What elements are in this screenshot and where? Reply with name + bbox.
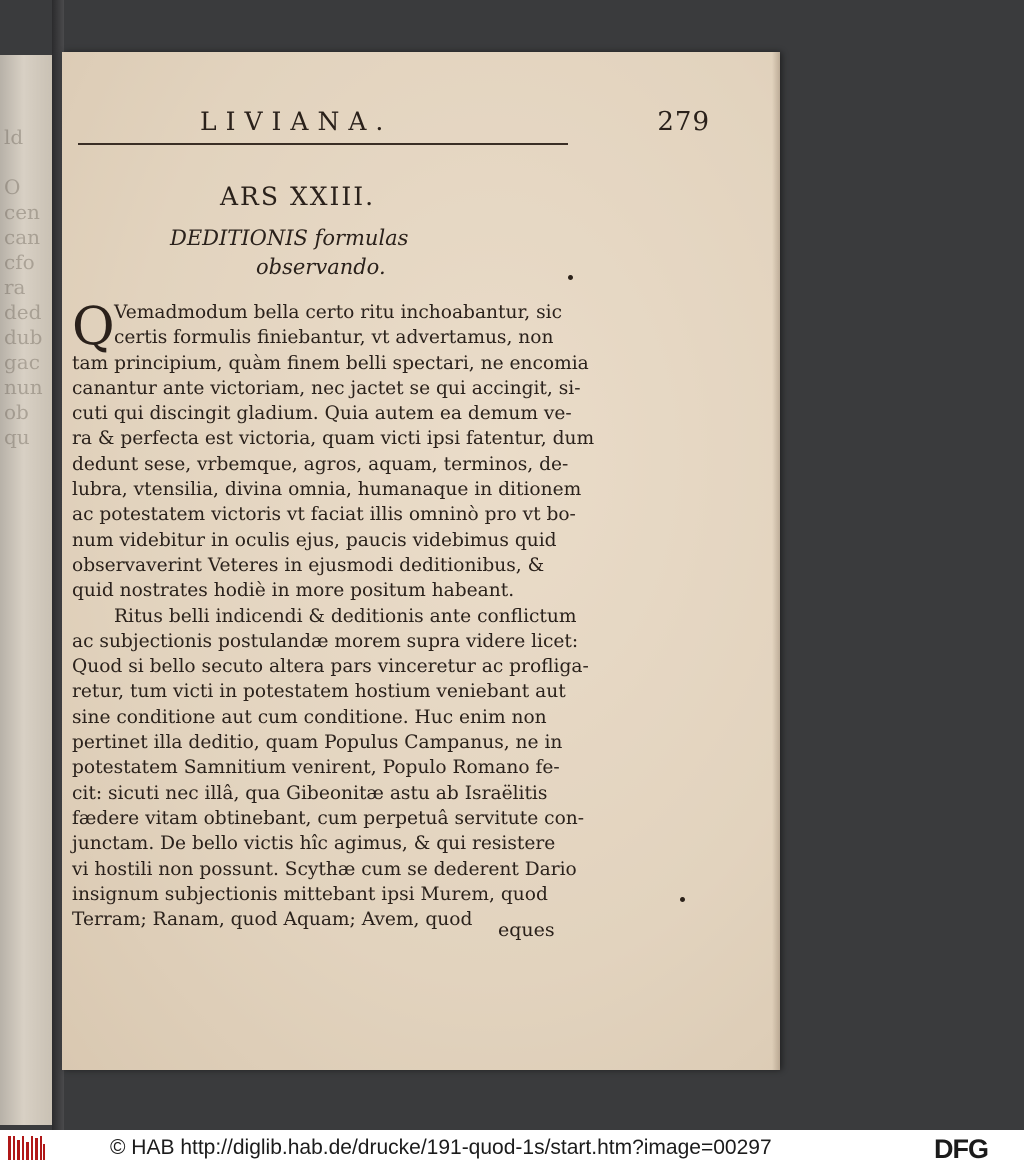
previous-page-edge <box>0 55 52 1125</box>
body-text <box>72 297 595 932</box>
chapter-subtitle <box>170 224 408 282</box>
text-line: quid nostrates hodiè in more positum habeant. <box>72 580 515 602</box>
text-line: ra & perfecta est victoria, quam victi ipsi fatentur, dum <box>72 428 595 450</box>
drop-cap: Q <box>72 297 115 357</box>
text-line: canantur ante victoriam, nec jactet se qui accingit, si- <box>72 377 581 399</box>
text-line: cit: sicuti nec illâ, qua Gibeonitæ astu ab Israëlitis <box>72 782 548 804</box>
bleed-through-text: ld O cen can cfo ra ded dub gac nun ob qu <box>4 125 43 449</box>
hab-barcode-icon <box>8 1134 46 1162</box>
text-line: tam principium, quàm finem belli spectari, ne encomia <box>72 352 589 374</box>
text-line: pertinet illa deditio, quam Populus Campanus, ne in <box>72 732 563 754</box>
dfg-logo: DFG <box>934 1134 988 1164</box>
ink-spot <box>568 275 573 280</box>
text-line: Terram; Ranam, quod Aquam; Avem, quod <box>72 909 473 931</box>
text-line: sine conditione aut cum conditione. Huc enim non <box>72 706 547 728</box>
ink-spot <box>680 897 685 902</box>
subtitle-line-2: observando. <box>256 255 386 279</box>
text-line: insignum subjectionis mittebant ipsi Murem, quod <box>72 883 548 905</box>
catchword: eques <box>498 919 555 941</box>
text-line: num videbitur in oculis ejus, paucis videbimus quid <box>72 529 557 551</box>
text-line: potestatem Samnitium venirent, Populo Romano fe- <box>72 757 560 779</box>
text-line: retur, tum victi in potestatem hostium veniebant aut <box>72 681 566 703</box>
text-line: observaverint Veteres in ejusmodi deditionibus, & <box>72 554 545 576</box>
page-edge-shadow <box>772 52 780 1070</box>
text-line: Vemadmodum bella certo ritu inchoabantur, sic <box>114 302 563 323</box>
running-head-title: LIVIANA. <box>200 107 393 136</box>
header-rule <box>78 143 568 145</box>
running-head <box>200 107 710 141</box>
text-line: fædere vitam obtinebant, cum perpetuâ servitute con- <box>72 807 585 829</box>
footer-credit-link[interactable]: © HAB http://diglib.hab.de/drucke/191-quod-1s/start.htm?image=00297 <box>110 1136 772 1159</box>
text-line: Quod si bello secuto altera pars vinceretur ac profliga- <box>72 656 589 678</box>
text-line: ac potestatem victoris vt faciat illis omninò pro vt bo- <box>72 504 576 526</box>
text-line: dedunt sese, vrbemque, agros, aquam, terminos, de- <box>72 453 569 475</box>
text-line: ac subjectionis postulandæ morem supra videre licet: <box>72 630 579 652</box>
subtitle-line-1: DEDITIONIS formulas <box>170 226 409 250</box>
text-line: lubra, vtensilia, divina omnia, humanaque in ditionem <box>72 479 582 501</box>
chapter-heading: ARS XXIII. <box>220 182 376 211</box>
text-line: Ritus belli indicendi & deditionis ante conflictum <box>114 605 577 627</box>
text-line: cuti qui discingit gladium. Quia autem ea demum ve- <box>72 403 572 425</box>
text-line: certis formulis finiebantur, vt advertamus, non <box>114 327 554 349</box>
footer-bar <box>0 1130 1024 1167</box>
text-line: vi hostili non possunt. Scythæ cum se dederent Dario <box>72 858 577 880</box>
book-page <box>62 52 780 1070</box>
text-line: junctam. De bello victis hîc agimus, & qui resistere <box>72 833 556 855</box>
page-number: 279 <box>657 107 710 137</box>
